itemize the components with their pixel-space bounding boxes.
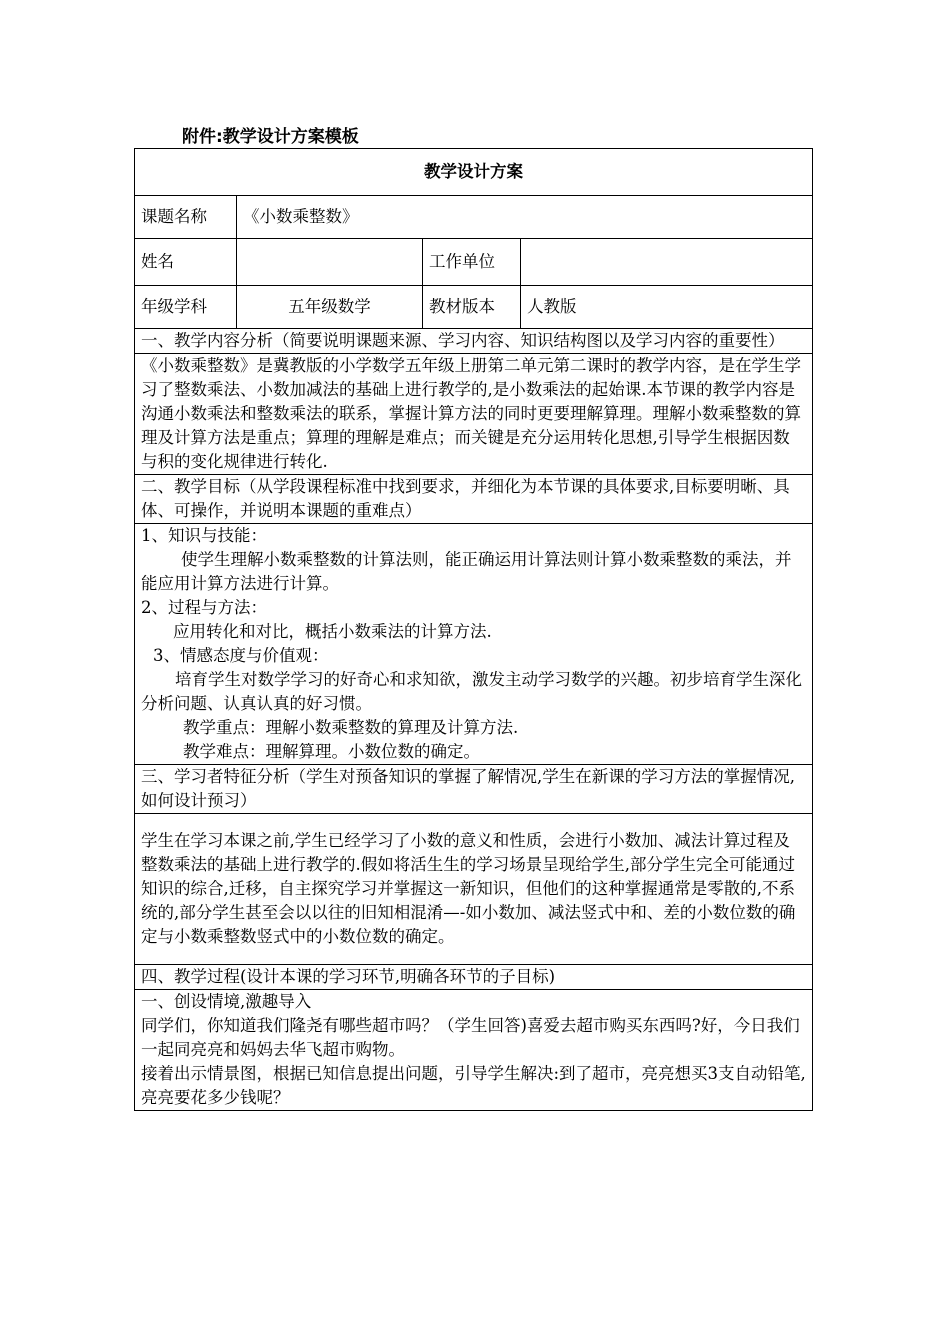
- section4-body: [135, 990, 813, 1111]
- name-value: [237, 239, 423, 286]
- section1-heading: 一、教学内容分析（简要说明课题来源、学习内容、知识结构图以及学习内容的重要性）: [135, 329, 813, 354]
- lesson-plan-table: [134, 148, 813, 1111]
- section1-body-row: [135, 354, 813, 475]
- section4-heading-row: [135, 965, 813, 990]
- section3-body-row: [135, 814, 813, 965]
- topic-label: 课题名称: [135, 196, 237, 239]
- topic-row: [135, 196, 813, 239]
- section2-heading: 二、教学目标（从学段课程标准中找到要求，并细化为本节课的具体要求,目标要明晰、具体、可操作，并说明本课题的重难点）: [135, 475, 813, 524]
- title-row: [135, 149, 813, 196]
- section3-heading: 三、学习者特征分析（学生对预备知识的掌握了解情况,学生在新课的学习方法的掌握情况,如何设计预习）: [135, 765, 813, 814]
- objective-process-title: 2、过程与方法：: [141, 598, 267, 617]
- form-title: 教学设计方案: [135, 149, 813, 196]
- objective-knowledge-title: 1、知识与技能：: [141, 526, 267, 545]
- objective-attitude-body: 培育学生对数学学习的好奇心和求知欲，激发主动学习数学的兴趣。初步培育学生深化分析问题、认真认真的好习惯。: [141, 670, 802, 713]
- grade-value: 五年级数学: [237, 286, 423, 329]
- section4-body-row: [135, 990, 813, 1111]
- objective-process-body: 应用转化和对比，概括小数乘法的计算方法.: [173, 622, 492, 641]
- textbook-label: 教材版本: [423, 286, 521, 329]
- textbook-value: 人教版: [521, 286, 813, 329]
- step1-paragraph-1: 同学们，你知道我们隆尧有哪些超市吗？（学生回答)喜爱去超市购买东西吗?好，今日我们一起同亮亮和妈妈去华飞超市购物。: [141, 1016, 800, 1059]
- topic-value: 《小数乘整数》: [237, 196, 813, 239]
- objective-attitude-title: 3、情感态度与价值观：: [153, 646, 329, 665]
- section2-body-row: [135, 524, 813, 765]
- attachment-title: 附件:教学设计方案模板: [182, 127, 359, 147]
- step1-paragraph-2: 接着出示情景图，根据已知信息提出问题，引导学生解决:到了超市，亮亮想买3支自动铅笔,亮亮要花多少钱呢？: [141, 1064, 806, 1107]
- grade-row: [135, 286, 813, 329]
- section2-body: [135, 524, 813, 765]
- objective-knowledge-body: 使学生理解小数乘整数的计算法则，能正确运用计算法则计算小数乘整数的乘法，并能应用计算方法进行计算。: [141, 550, 792, 593]
- key-point: 教学重点：理解小数乘整数的算理及计算方法.: [183, 718, 519, 737]
- name-row: [135, 239, 813, 286]
- section1-body: 《小数乘整数》是冀教版的小学数学五年级上册第二单元第二课时的教学内容，是在学生学习了整数乘法、小数加减法的基础上进行教学的,是小数乘法的起始课.本节课的教学内容是沟通小数乘法和整数乘法的联系，掌握计算方法的同时更要理解算理。理解小数乘整数的算理及计算方法是重点；算理的理解是难点；而关键是充分运用转化思想,引导学生根据因数与积的变化规律进行转化.: [135, 354, 813, 475]
- section2-heading-row: [135, 475, 813, 524]
- name-label: 姓名: [135, 239, 237, 286]
- section1-heading-row: [135, 329, 813, 354]
- work-unit-value: [521, 239, 813, 286]
- grade-label: 年级学科: [135, 286, 237, 329]
- work-unit-label: 工作单位: [423, 239, 521, 286]
- section3-body: 学生在学习本课之前,学生已经学习了小数的意义和性质，会进行小数加、减法计算过程及整数乘法的基础上进行教学的.假如将活生生的学习场景呈现给学生,部分学生完全可能通过知识的综合,迁移，自主探究学习并掌握这一新知识，但他们的这种掌握通常是零散的,不系统的,部分学生甚至会以以往的旧知相混淆—-如小数加、减法竖式中和、差的小数位数的确定与小数乘整数竖式中的小数位数的确定。: [135, 814, 813, 965]
- section3-heading-row: [135, 765, 813, 814]
- section4-heading: 四、教学过程(设计本课的学习环节,明确各环节的子目标): [135, 965, 813, 990]
- difficult-point: 教学难点：理解算理。小数位数的确定。: [183, 742, 480, 761]
- step1-title: 一、创设情境,激趣导入: [141, 992, 312, 1011]
